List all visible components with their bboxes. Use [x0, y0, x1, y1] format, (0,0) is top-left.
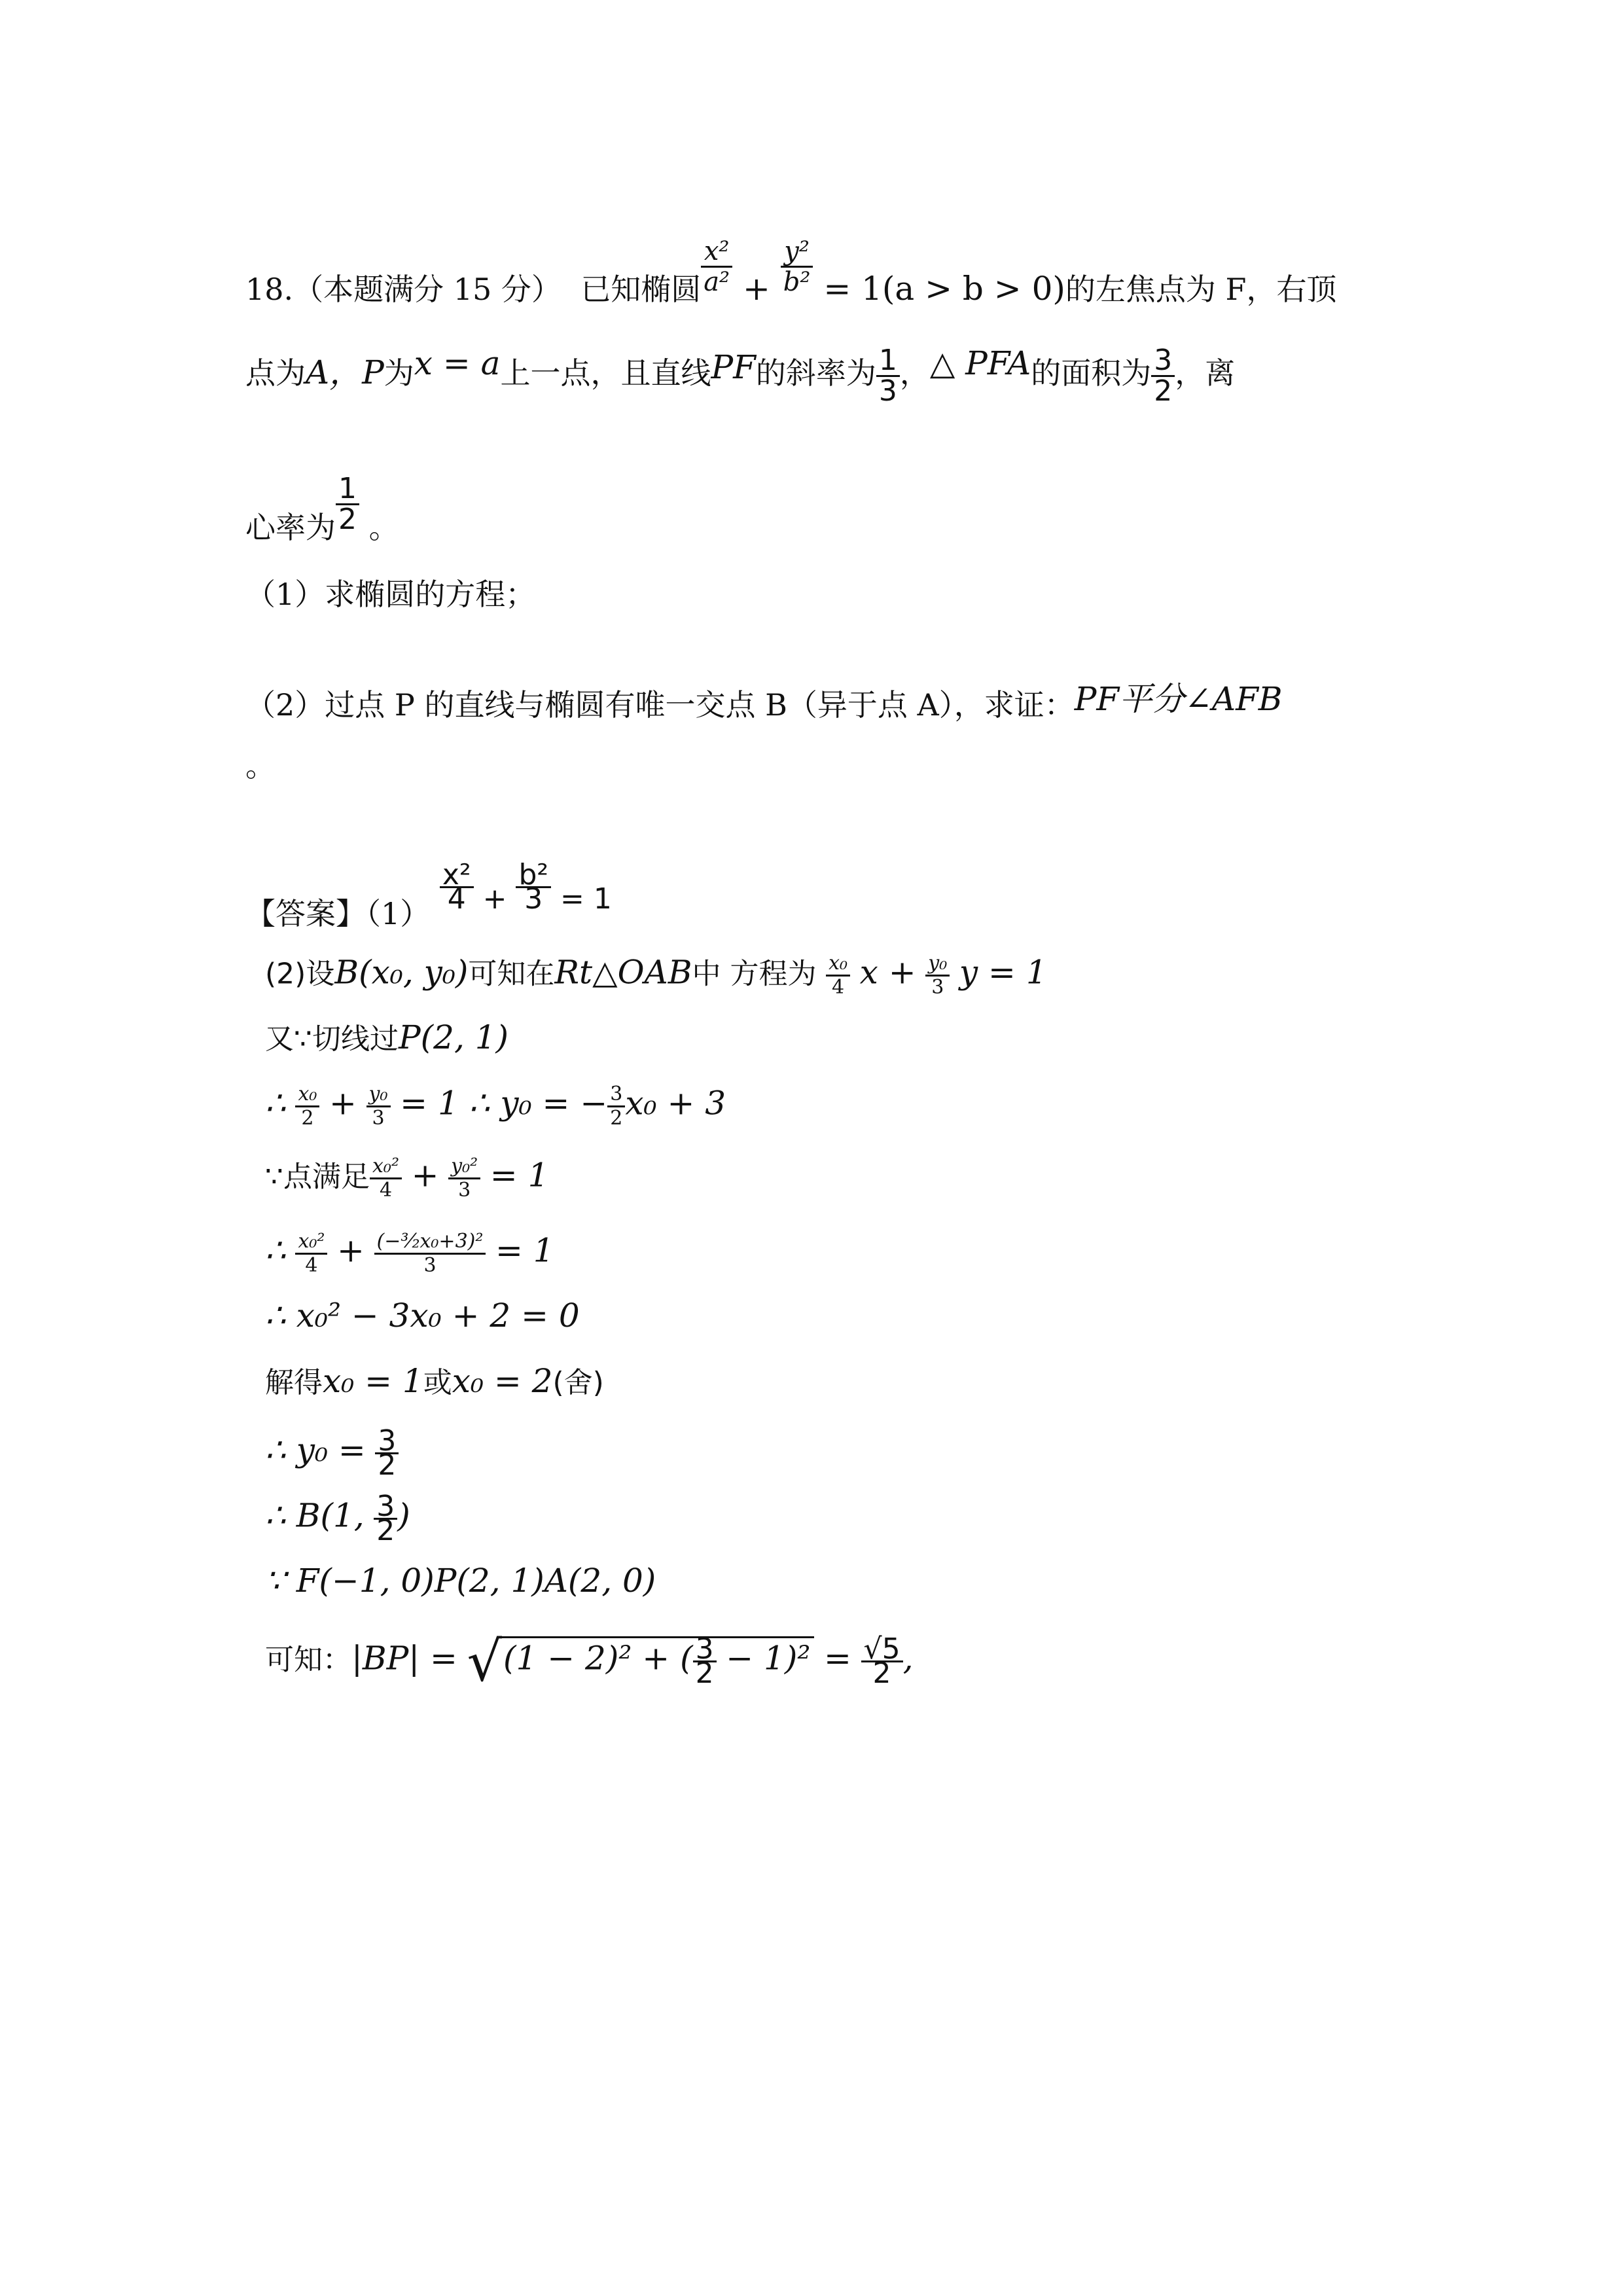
frac — [295, 1083, 319, 1130]
answer-label: 【答案】（1） — [245, 896, 431, 931]
math: ∴ x₀² − 3x₀ + 2 = 0 — [265, 1297, 580, 1335]
frac-den: 3 — [372, 1107, 385, 1130]
text: ，离 — [1175, 355, 1236, 391]
frac-den: 2 — [376, 1514, 395, 1547]
radicand — [499, 1632, 814, 1690]
frac — [374, 1490, 397, 1547]
math: |BP| = — [351, 1639, 457, 1677]
math-triangle-PFA: △ PFA — [929, 344, 1031, 382]
math: P(2, 1) — [399, 1018, 509, 1056]
frac-den: 2 — [338, 503, 357, 536]
math-x-eq-a: x = a — [414, 344, 501, 382]
text: 中 方程为 — [692, 957, 817, 991]
math: ∵ F(−1, 0)P(2, 1)A(2, 0) — [265, 1562, 656, 1600]
part-1 — [245, 575, 535, 614]
frac-num: x₀² — [370, 1155, 402, 1179]
frac — [374, 1230, 486, 1277]
math: x + — [859, 953, 916, 992]
part-2-period — [245, 746, 276, 785]
answer-line-4 — [265, 1083, 726, 1130]
frac-num: 3 — [607, 1083, 625, 1107]
text: 可知在 — [468, 957, 555, 991]
frac — [925, 952, 950, 999]
area-fraction — [1151, 343, 1175, 408]
frac — [607, 1083, 625, 1130]
frac — [693, 1632, 717, 1690]
text: 又∵切线过 — [265, 1022, 399, 1056]
frac-den: 4 — [305, 1254, 318, 1277]
part-2 — [245, 679, 1283, 725]
frac-num: x₀ — [826, 952, 850, 977]
frac — [375, 1424, 399, 1482]
frac — [440, 858, 474, 916]
frac — [366, 1083, 391, 1130]
math-PF: PF — [711, 348, 756, 386]
frac-den: 3 — [931, 976, 944, 999]
math: (1 − 2)² + ( — [503, 1639, 693, 1677]
math: = 1 — [490, 1156, 549, 1194]
frac-den: 3 — [524, 882, 543, 916]
text: 心率为 — [245, 510, 336, 545]
text: (2)设 — [265, 957, 335, 991]
frac — [861, 1632, 903, 1690]
frac-num: y₀² — [448, 1155, 480, 1179]
math: ∴ — [265, 1084, 286, 1122]
radical-icon: √ — [467, 1629, 503, 1694]
frac — [516, 858, 551, 916]
math: , — [902, 1639, 914, 1677]
answer-line-7 — [265, 1296, 580, 1336]
math: Rt△OAB — [554, 953, 692, 992]
ellipse-equation: $\frac{\text{x²}}{\text{a²}}$ + $\frac{\text{y²}}{\text{b²}}$ = 1(a > b > 0) — [701, 270, 1065, 308]
text: 。 — [368, 510, 399, 545]
math: ∴ — [265, 1231, 286, 1270]
frac-num: b² — [516, 864, 551, 888]
part-1-text: （1）求椭圆的方程； — [245, 577, 536, 612]
math-A: A — [306, 353, 330, 391]
answer-line-11 — [265, 1561, 656, 1601]
frac-den: 4 — [832, 976, 845, 999]
math-P: ，P — [329, 353, 384, 391]
frac — [370, 1155, 402, 1202]
frac-den: 2 — [610, 1107, 623, 1130]
text: 可知： — [265, 1643, 351, 1677]
frac-num: x₀ — [295, 1083, 319, 1107]
frac-den: 3 — [423, 1254, 437, 1277]
text: 或 — [423, 1366, 452, 1399]
math: x₀ = 2 — [452, 1362, 553, 1400]
text-known-ellipse: 已知椭圆 — [580, 272, 702, 307]
eq-rest: = 1 — [560, 882, 612, 916]
problem-line-1 — [245, 237, 1336, 309]
frac — [826, 952, 850, 999]
math: B(x₀, y₀) — [334, 953, 469, 992]
frac-num: x² — [440, 864, 474, 888]
text: 的面积为 — [1031, 355, 1152, 391]
frac-den: 2 — [378, 1448, 397, 1482]
answer-line-10 — [265, 1490, 410, 1547]
frac-num: y² — [781, 237, 813, 268]
text: 的斜率为 — [755, 355, 876, 391]
ecc-fraction — [336, 472, 359, 536]
problem-line-3 — [245, 472, 399, 547]
text: 为 — [383, 355, 414, 391]
frac-den: 3 — [458, 1179, 471, 1202]
frac-den: 3 — [878, 374, 897, 408]
frac-den: 2 — [301, 1107, 314, 1130]
slope-fraction — [876, 343, 900, 408]
text: ∵点满足 — [265, 1160, 370, 1194]
eq-rest: = 1(a > b > 0) — [823, 270, 1065, 308]
math: = 1 ∴ y₀ = − — [400, 1084, 608, 1122]
math: y = 1 — [959, 953, 1047, 992]
answer-line-3 — [265, 1018, 508, 1059]
problem-line-2 — [245, 344, 1235, 406]
math: + — [329, 1084, 357, 1122]
answer-line-9 — [265, 1424, 399, 1482]
frac-num: x₀² — [295, 1230, 327, 1255]
frac-num: 1 — [336, 475, 359, 505]
frac-den: b² — [783, 267, 811, 297]
math: = — [824, 1639, 851, 1677]
part-2-text: （2）过点 P 的直线与椭圆有唯一交点 B（异于点 A），求证： — [245, 687, 1075, 723]
math: x₀ + 3 — [625, 1084, 726, 1122]
frac-den: 2 — [695, 1657, 714, 1690]
text-left-focus: 的左焦点为 F，右顶 — [1065, 272, 1337, 307]
text: 。 — [245, 748, 276, 783]
frac-num: 3 — [1151, 346, 1175, 377]
math: ∴ y₀ = — [265, 1431, 366, 1469]
frac-den: 2 — [1154, 374, 1173, 408]
answer-line-1: 【答案】（1） $\frac{\text{x²}}{4}$ + $\frac{\text{b²}}{3}$ = 1 — [245, 858, 612, 931]
text: 解得 — [265, 1366, 323, 1399]
frac-den: 2 — [872, 1657, 891, 1690]
frac-den: 4 — [447, 882, 466, 916]
text: 点为 — [245, 355, 306, 391]
frac-num: 3 — [693, 1638, 717, 1662]
math: ∴ B(1, — [265, 1496, 365, 1535]
math: ) — [397, 1496, 410, 1535]
frac-num: x² — [701, 237, 732, 268]
text: (舍) — [552, 1366, 604, 1399]
frac-num: (−³⁄₂x₀+3)² — [374, 1230, 486, 1255]
math: = 1 — [495, 1231, 554, 1270]
answer-line-6 — [265, 1230, 554, 1277]
math: − 1)² — [726, 1639, 811, 1677]
answer-line-2 — [265, 952, 1047, 999]
frac-num: √5 — [861, 1638, 903, 1662]
answer-line-5 — [265, 1155, 548, 1202]
math: + — [337, 1231, 365, 1270]
math: + — [411, 1156, 439, 1194]
frac-num: y₀ — [925, 952, 950, 977]
frac-num: 3 — [374, 1496, 397, 1520]
text: 上一点，且直线 — [500, 355, 711, 391]
frac-num: y₀ — [366, 1083, 391, 1107]
math-bisect: PF平分∠AFB — [1074, 680, 1283, 718]
frac-num: 3 — [375, 1430, 399, 1454]
frac — [448, 1155, 480, 1202]
answer-line-8 — [265, 1361, 604, 1403]
answer-line-12 — [265, 1629, 914, 1694]
frac-den: a² — [704, 267, 730, 297]
frac-num: 1 — [876, 346, 900, 377]
frac-den: 4 — [379, 1179, 393, 1202]
text: ， — [899, 355, 930, 391]
math: x₀ = 1 — [323, 1362, 423, 1400]
problem-number: 18.（本题满分 15 分） — [245, 272, 562, 307]
frac — [295, 1230, 327, 1277]
